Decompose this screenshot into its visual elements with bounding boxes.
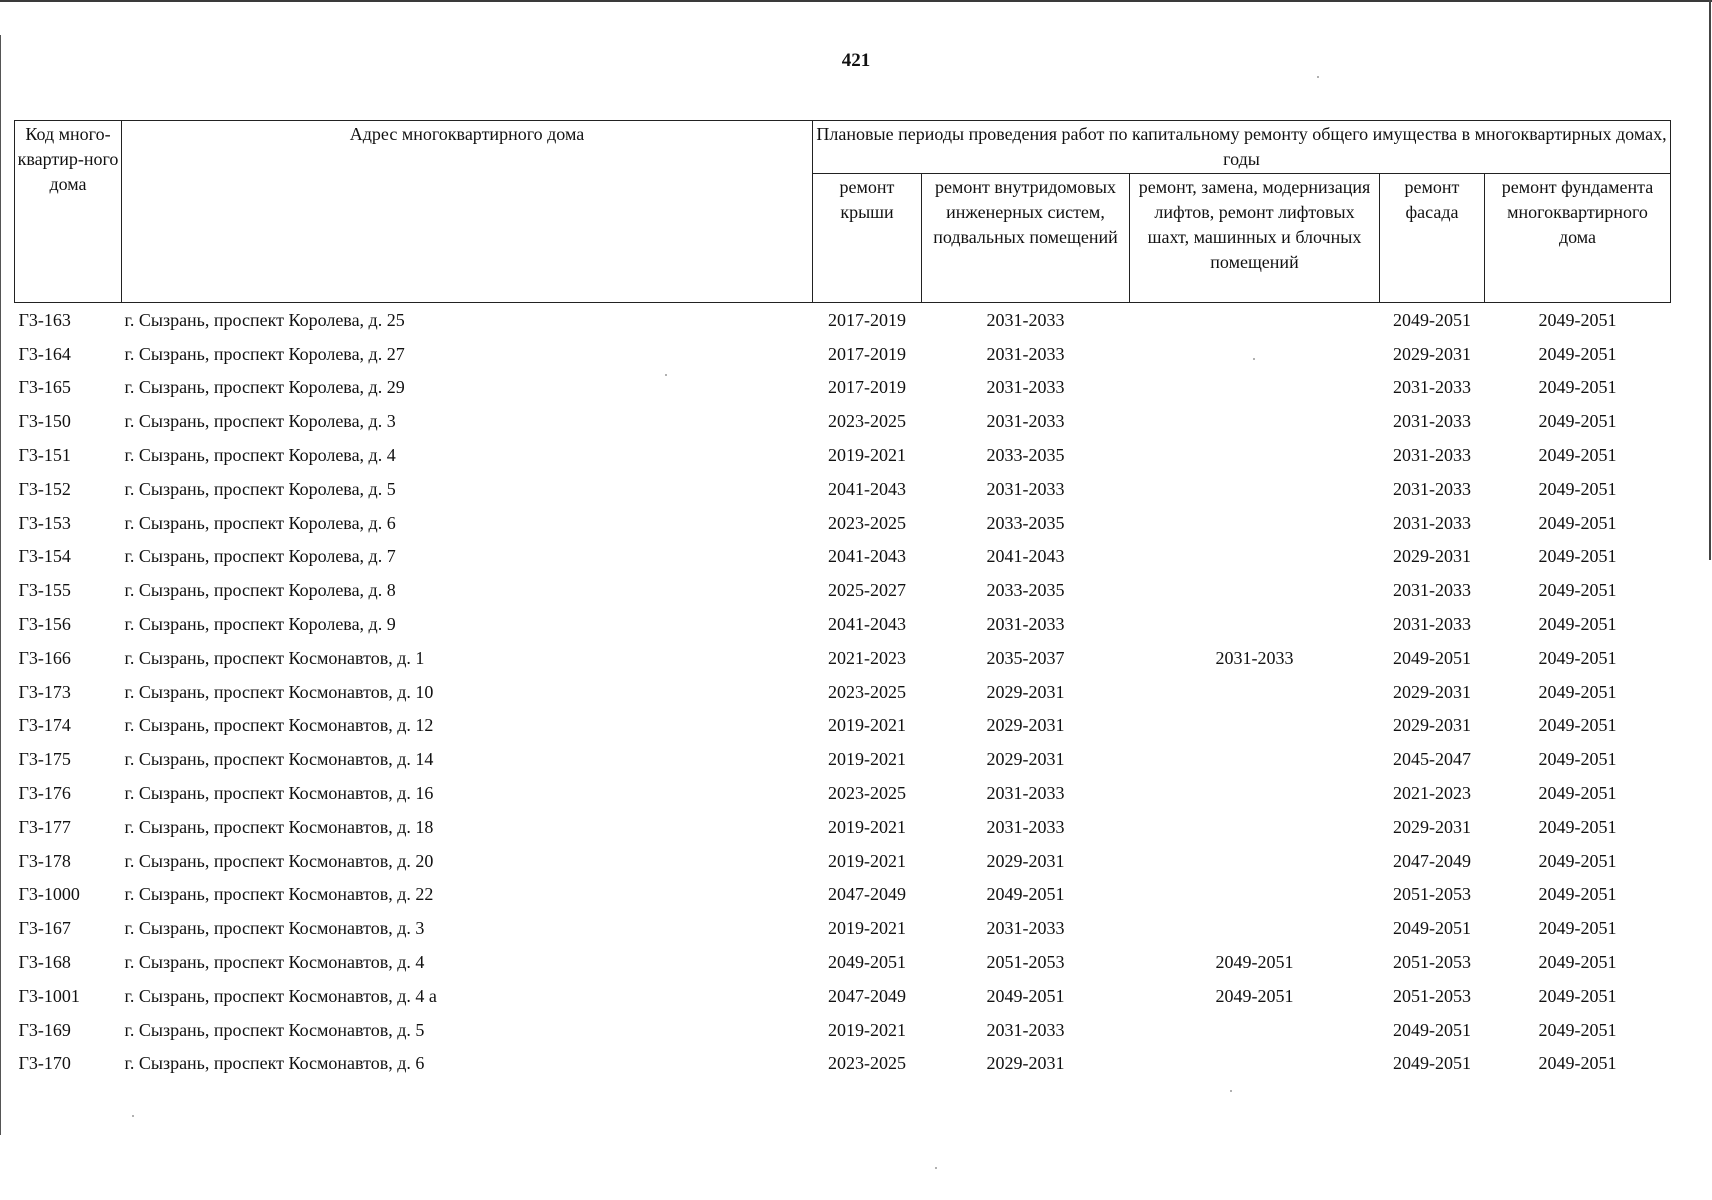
cell-facade: 2021-2023 — [1393, 783, 1471, 804]
cell-roof: 2023-2025 — [828, 1053, 906, 1074]
scan-speck — [1253, 358, 1255, 360]
cell-address: г. Сызрань, проспект Королева, д. 25 — [124, 309, 405, 330]
cell-facade: 2051-2053 — [1393, 884, 1471, 905]
cell-roof: 2023-2025 — [828, 512, 906, 533]
cell-address: г. Сызрань, проспект Космонавтов, д. 10 — [124, 681, 434, 702]
cell-address: г. Сызрань, проспект Космонавтов, д. 5 — [124, 1019, 425, 1040]
table-row — [15, 878, 1671, 912]
cell-elevator — [1130, 303, 1380, 337]
cell-elevator — [1130, 675, 1380, 709]
scan-speck — [132, 1115, 134, 1117]
cell-code: Г3-1001 — [18, 985, 80, 1006]
cell-address: г. Сызрань, проспект Космонавтов, д. 12 — [124, 715, 434, 736]
cell-roof: 2021-2023 — [828, 647, 906, 668]
cell-engineering: 2029-2031 — [986, 715, 1065, 736]
cell-code: Г3-174 — [18, 715, 71, 736]
scan-speck — [1317, 76, 1319, 78]
cell-elevator — [1130, 540, 1380, 574]
table-row — [15, 506, 1671, 540]
table-row — [15, 337, 1671, 371]
scan-edge-right — [1709, 0, 1711, 560]
cell-facade: 2049-2051 — [1393, 647, 1471, 668]
cell-elevator — [1130, 1047, 1380, 1081]
cell-address: г. Сызрань, проспект Космонавтов, д. 4 а — [124, 985, 437, 1006]
table-header — [15, 121, 1671, 303]
cell-elevator — [1130, 810, 1380, 844]
cell-address: г. Сызрань, проспект Королева, д. 4 — [124, 445, 396, 466]
cell-address: г. Сызрань, проспект Космонавтов, д. 3 — [124, 918, 425, 939]
cell-address: г. Сызрань, проспект Космонавтов, д. 20 — [124, 850, 434, 871]
cell-code: Г3-178 — [18, 850, 71, 871]
table-row — [15, 945, 1671, 979]
cell-engineering: 2029-2031 — [986, 749, 1065, 770]
header-elevator: ремонт, замена, модернизация лифтов, ремонт лифтовых шахт, машинных и блочных помещений — [1130, 174, 1380, 303]
cell-code: Г3-156 — [18, 614, 71, 635]
cell-elevator — [1130, 607, 1380, 641]
cell-engineering: 2041-2043 — [986, 546, 1065, 567]
cell-elevator — [1130, 911, 1380, 945]
header-engineering: ремонт внутридомовых инженерных систем, подвальных помещений — [922, 174, 1130, 303]
cell-roof: 2025-2027 — [828, 580, 906, 601]
cell-elevator — [1130, 742, 1380, 776]
header-roof: ремонт крыши — [813, 174, 922, 303]
cell-foundation: 2049-2051 — [1538, 411, 1617, 432]
cell-elevator — [1130, 404, 1380, 438]
cell-roof: 2019-2021 — [828, 918, 906, 939]
cell-code: Г3-153 — [18, 512, 71, 533]
cell-roof: 2047-2049 — [828, 985, 906, 1006]
table-row — [15, 979, 1671, 1013]
cell-facade: 2029-2031 — [1393, 816, 1471, 837]
cell-foundation: 2049-2051 — [1538, 377, 1617, 398]
cell-elevator — [1130, 709, 1380, 743]
cell-foundation: 2049-2051 — [1538, 850, 1617, 871]
cell-engineering: 2029-2031 — [986, 1053, 1065, 1074]
cell-engineering: 2031-2033 — [986, 377, 1065, 398]
cell-foundation: 2049-2051 — [1538, 478, 1617, 499]
cell-roof: 2017-2019 — [828, 343, 906, 364]
cell-roof: 2049-2051 — [828, 952, 906, 973]
table-row — [15, 675, 1671, 709]
cell-code: Г3-177 — [18, 816, 71, 837]
cell-engineering: 2051-2053 — [986, 952, 1065, 973]
scan-edge-left — [0, 35, 1, 1135]
cell-foundation: 2049-2051 — [1538, 309, 1617, 330]
table-row — [15, 607, 1671, 641]
cell-foundation: 2049-2051 — [1538, 985, 1617, 1006]
cell-facade: 2029-2031 — [1393, 343, 1471, 364]
cell-facade: 2049-2051 — [1393, 918, 1471, 939]
scan-speck — [935, 1167, 937, 1169]
header-foundation: ремонт фундамента многоквартирного дома — [1485, 174, 1671, 303]
table-row — [15, 742, 1671, 776]
cell-engineering: 2033-2035 — [986, 445, 1065, 466]
cell-code: Г3-169 — [18, 1019, 71, 1040]
table-row — [15, 844, 1671, 878]
cell-elevator — [1130, 438, 1380, 472]
cell-facade: 2029-2031 — [1393, 715, 1471, 736]
cell-elevator — [1130, 1013, 1380, 1047]
cell-address: г. Сызрань, проспект Космонавтов, д. 1 — [124, 647, 425, 668]
cell-foundation: 2049-2051 — [1538, 343, 1617, 364]
table-row — [15, 371, 1671, 405]
cell-code: Г3-176 — [18, 783, 71, 804]
cell-foundation: 2049-2051 — [1538, 546, 1617, 567]
cell-address: г. Сызрань, проспект Космонавтов, д. 14 — [124, 749, 434, 770]
header-address: Адрес многоквартирного дома — [122, 121, 813, 303]
cell-foundation: 2049-2051 — [1538, 681, 1617, 702]
cell-roof: 2019-2021 — [828, 445, 906, 466]
cell-address: г. Сызрань, проспект Королева, д. 5 — [124, 478, 396, 499]
cell-engineering: 2031-2033 — [986, 343, 1065, 364]
cell-foundation: 2049-2051 — [1538, 749, 1617, 770]
cell-engineering: 2029-2031 — [986, 850, 1065, 871]
cell-foundation: 2049-2051 — [1538, 1053, 1617, 1074]
cell-engineering: 2031-2033 — [986, 411, 1065, 432]
cell-roof: 2041-2043 — [828, 546, 906, 567]
cell-code: Г3-152 — [18, 478, 71, 499]
cell-engineering: 2033-2035 — [986, 580, 1065, 601]
cell-elevator: 2049-2051 — [1215, 952, 1294, 973]
cell-code: Г3-150 — [18, 411, 71, 432]
cell-elevator — [1130, 776, 1380, 810]
cell-facade: 2031-2033 — [1393, 445, 1471, 466]
cell-roof: 2017-2019 — [828, 309, 906, 330]
cell-roof: 2019-2021 — [828, 749, 906, 770]
cell-foundation: 2049-2051 — [1538, 647, 1617, 668]
cell-facade: 2031-2033 — [1393, 478, 1471, 499]
scan-edge-top — [0, 0, 1712, 2]
cell-facade: 2031-2033 — [1393, 377, 1471, 398]
cell-foundation: 2049-2051 — [1538, 580, 1617, 601]
cell-elevator — [1130, 573, 1380, 607]
cell-facade: 2047-2049 — [1393, 850, 1471, 871]
cell-facade: 2051-2053 — [1393, 952, 1471, 973]
cell-address: г. Сызрань, проспект Космонавтов, д. 4 — [124, 952, 425, 973]
cell-engineering: 2031-2033 — [986, 478, 1065, 499]
table-row — [15, 573, 1671, 607]
cell-roof: 2023-2025 — [828, 783, 906, 804]
table-row — [15, 472, 1671, 506]
cell-address: г. Сызрань, проспект Космонавтов, д. 22 — [124, 884, 434, 905]
cell-address: г. Сызрань, проспект Королева, д. 6 — [124, 512, 396, 533]
cell-roof: 2019-2021 — [828, 816, 906, 837]
cell-code: Г3-173 — [18, 681, 71, 702]
cell-elevator: 2049-2051 — [1215, 985, 1294, 1006]
cell-foundation: 2049-2051 — [1538, 952, 1617, 973]
cell-foundation: 2049-2051 — [1538, 816, 1617, 837]
cell-code: Г3-1000 — [18, 884, 80, 905]
cell-facade: 2049-2051 — [1393, 309, 1471, 330]
cell-code: Г3-155 — [18, 580, 71, 601]
cell-address: г. Сызрань, проспект Королева, д. 8 — [124, 580, 396, 601]
cell-engineering: 2031-2033 — [986, 816, 1065, 837]
cell-engineering: 2049-2051 — [986, 884, 1065, 905]
scan-speck — [665, 374, 667, 376]
cell-roof: 2041-2043 — [828, 478, 906, 499]
cell-roof: 2019-2021 — [828, 850, 906, 871]
cell-foundation: 2049-2051 — [1538, 918, 1617, 939]
cell-facade: 2029-2031 — [1393, 681, 1471, 702]
cell-address: г. Сызрань, проспект Королева, д. 27 — [124, 343, 405, 364]
cell-roof: 2019-2021 — [828, 715, 906, 736]
cell-foundation: 2049-2051 — [1538, 445, 1617, 466]
cell-elevator — [1130, 878, 1380, 912]
cell-engineering: 2029-2031 — [986, 681, 1065, 702]
cell-code: Г3-175 — [18, 749, 71, 770]
cell-facade: 2029-2031 — [1393, 546, 1471, 567]
header-periods-group: Плановые периоды проведения работ по капитальному ремонту общего имущества в многоквартирных домах, годы — [813, 121, 1671, 174]
cell-foundation: 2049-2051 — [1538, 614, 1617, 635]
cell-code: Г3-165 — [18, 377, 71, 398]
cell-facade: 2045-2047 — [1393, 749, 1471, 770]
page-number: 421 — [841, 50, 871, 71]
cell-address: г. Сызрань, проспект Королева, д. 7 — [124, 546, 396, 567]
cell-foundation: 2049-2051 — [1538, 1019, 1617, 1040]
cell-code: Г3-168 — [18, 952, 71, 973]
cell-facade: 2031-2033 — [1393, 512, 1471, 533]
table-row — [15, 810, 1671, 844]
repair-schedule-table — [14, 120, 1671, 1080]
table-row — [15, 1047, 1671, 1081]
cell-address: г. Сызрань, проспект Королева, д. 29 — [124, 377, 405, 398]
table-row — [15, 540, 1671, 574]
cell-elevator — [1130, 472, 1380, 506]
cell-code: Г3-166 — [18, 647, 71, 668]
cell-elevator — [1130, 337, 1380, 371]
cell-elevator: 2031-2033 — [1215, 647, 1294, 668]
table-row — [15, 641, 1671, 675]
cell-address: г. Сызрань, проспект Королева, д. 3 — [124, 411, 396, 432]
cell-code: Г3-170 — [18, 1053, 71, 1074]
cell-engineering: 2031-2033 — [986, 918, 1065, 939]
cell-facade: 2049-2051 — [1393, 1019, 1471, 1040]
table-row — [15, 911, 1671, 945]
cell-address: г. Сызрань, проспект Космонавтов, д. 18 — [124, 816, 434, 837]
header-facade: ремонт фасада — [1380, 174, 1485, 303]
cell-roof: 2023-2025 — [828, 681, 906, 702]
cell-code: Г3-164 — [18, 343, 71, 364]
cell-roof: 2047-2049 — [828, 884, 906, 905]
table-row — [15, 709, 1671, 743]
cell-code: Г3-167 — [18, 918, 71, 939]
cell-address: г. Сызрань, проспект Королева, д. 9 — [124, 614, 396, 635]
cell-engineering: 2031-2033 — [986, 783, 1065, 804]
cell-elevator — [1130, 844, 1380, 878]
cell-roof: 2019-2021 — [828, 1019, 906, 1040]
cell-foundation: 2049-2051 — [1538, 884, 1617, 905]
cell-foundation: 2049-2051 — [1538, 783, 1617, 804]
table-row — [15, 776, 1671, 810]
table-row — [15, 303, 1671, 337]
cell-facade: 2031-2033 — [1393, 614, 1471, 635]
scan-speck — [1230, 1090, 1232, 1092]
cell-engineering: 2033-2035 — [986, 512, 1065, 533]
cell-facade: 2049-2051 — [1393, 1053, 1471, 1074]
cell-engineering: 2031-2033 — [986, 309, 1065, 330]
cell-roof: 2017-2019 — [828, 377, 906, 398]
cell-foundation: 2049-2051 — [1538, 512, 1617, 533]
cell-address: г. Сызрань, проспект Космонавтов, д. 16 — [124, 783, 434, 804]
cell-roof: 2041-2043 — [828, 614, 906, 635]
cell-address: г. Сызрань, проспект Космонавтов, д. 6 — [124, 1053, 425, 1074]
cell-engineering: 2031-2033 — [986, 1019, 1065, 1040]
table-body — [15, 303, 1671, 1081]
cell-facade: 2031-2033 — [1393, 411, 1471, 432]
cell-foundation: 2049-2051 — [1538, 715, 1617, 736]
cell-elevator — [1130, 506, 1380, 540]
header-code: Код много-квартир-ного дома — [15, 121, 122, 303]
cell-roof: 2023-2025 — [828, 411, 906, 432]
table-row — [15, 1013, 1671, 1047]
cell-engineering: 2049-2051 — [986, 985, 1065, 1006]
cell-facade: 2031-2033 — [1393, 580, 1471, 601]
cell-engineering: 2035-2037 — [986, 647, 1065, 668]
cell-facade: 2051-2053 — [1393, 985, 1471, 1006]
cell-engineering: 2031-2033 — [986, 614, 1065, 635]
table-row — [15, 438, 1671, 472]
table-row — [15, 404, 1671, 438]
cell-code: Г3-154 — [18, 546, 71, 567]
cell-code: Г3-163 — [18, 309, 71, 330]
cell-elevator — [1130, 371, 1380, 405]
cell-code: Г3-151 — [18, 445, 71, 466]
